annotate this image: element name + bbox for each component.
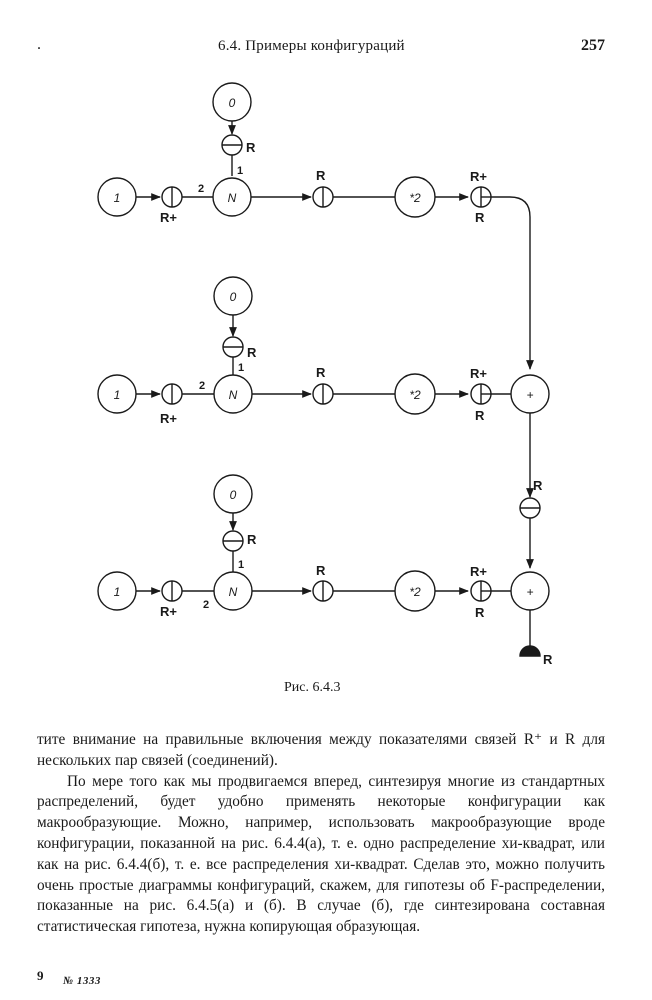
out-connector-bottom-label: R — [475, 210, 485, 225]
sum-node-label: + — [526, 388, 534, 402]
row-1 — [98, 83, 530, 369]
zero-connector-label: R — [246, 140, 256, 155]
n-node-label: N — [228, 585, 238, 599]
zero-connector-label: R — [247, 345, 257, 360]
page-number: 257 — [581, 37, 605, 54]
source-connector-label: R+ — [160, 210, 177, 225]
mid-connector — [313, 384, 333, 404]
zero-node-label: 0 — [229, 290, 237, 304]
between-sums — [520, 413, 543, 568]
square-node-label: *2 — [409, 388, 421, 402]
zero-node-label: 0 — [229, 488, 237, 502]
running-head: 6.4. Примеры конфигураций — [218, 38, 405, 54]
sum-node-label: + — [526, 585, 534, 599]
between-sums-connector-label: R — [533, 478, 543, 493]
out-connector-top-label: R+ — [470, 564, 487, 579]
footer-order: № 1333 — [63, 975, 101, 987]
square-node-label: *2 — [409, 585, 421, 599]
out-connector — [471, 384, 491, 404]
body-text — [37, 730, 605, 938]
figure-caption: Рис. 6.4.3 — [284, 680, 341, 695]
edge-label-2: 2 — [199, 380, 206, 392]
zero-connector — [223, 337, 243, 357]
output-terminal — [520, 610, 553, 667]
edge-label-2: 2 — [198, 183, 205, 195]
paragraph-1: тите внимание на правильные включения между показателями связей R⁺ и R для нескольких пар связей (соединений). — [37, 731, 605, 769]
row-2 — [98, 277, 549, 426]
source-connector — [162, 384, 182, 404]
n-node-label: N — [227, 191, 237, 205]
mid-connector-label: R — [316, 365, 326, 380]
source-node-label: 1 — [113, 585, 121, 599]
source-connector — [162, 187, 182, 207]
out-connector — [471, 187, 491, 207]
out-connector-top-label: R+ — [470, 169, 487, 184]
n-node-label: N — [228, 388, 238, 402]
footer-signature: 9 — [37, 968, 44, 983]
out-connector-top-label: R+ — [470, 366, 487, 381]
between-sums-connector — [520, 498, 540, 518]
header-dot: . — [37, 36, 41, 53]
out-connector — [471, 581, 491, 601]
zero-connector — [223, 531, 243, 551]
mid-connector — [313, 187, 333, 207]
mid-connector-label: R — [316, 168, 326, 183]
paragraph-2: По мере того как мы продвигаемся вперед, синтезируя многие из стандартных распределений, будет удобно применять некоторые конфигурации как макрообразующие. Можно, например, использовать макрообразующие вроде конфигурации, показанной на рис. 6.4.4(а), т. е. одно распределение хи-квадрат, или как на рис. 6.4.4(б), т. е. все распределения хи-квадрат. Сделав это, можно получить очень простые диаграммы конфигураций, скажем, для гипотезы об F-распределении, показанные на рис. 6.4.5(а) и (б). В случае (б), где синтезирована составная статистическая гипотеза, нужна копирующая образующая. — [37, 772, 605, 936]
edge-label-1: 1 — [238, 362, 245, 374]
zero-connector — [222, 135, 242, 155]
source-connector — [162, 581, 182, 601]
mid-connector-label: R — [316, 563, 326, 578]
edge-label-2: 2 — [203, 599, 210, 611]
source-connector-label: R+ — [160, 411, 177, 426]
edge-label-1: 1 — [238, 559, 245, 571]
source-node-label: 1 — [113, 388, 121, 402]
edge-label-1: 1 — [237, 165, 244, 177]
out-connector-bottom-label: R — [475, 605, 485, 620]
mid-connector — [313, 581, 333, 601]
row-3 — [98, 475, 549, 620]
source-connector-label: R+ — [160, 604, 177, 619]
source-node-label: 1 — [113, 191, 121, 205]
square-node-label: *2 — [409, 191, 421, 205]
out-connector-bottom-label: R — [475, 408, 485, 423]
zero-node-label: 0 — [228, 96, 236, 110]
output-terminal-label: R — [543, 652, 553, 667]
zero-connector-label: R — [247, 532, 257, 547]
